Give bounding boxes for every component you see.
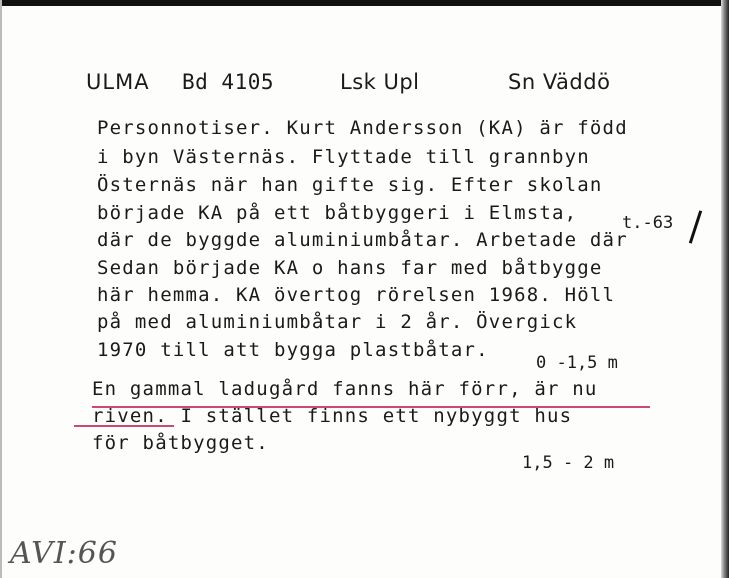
archive-id-handwritten: AVI:66: [10, 536, 118, 571]
text-line: Personnotiser. Kurt Andersson (KA) är född: [97, 117, 628, 139]
text-line: där de byggde aluminiumbåtar. Arbetade där: [97, 229, 628, 251]
text-line: Östernäs när han gifte sig. Efter skolan: [97, 174, 603, 196]
card-top-edge: [0, 0, 729, 6]
depth-note-1: 0 -1,5 m: [536, 353, 618, 373]
county-label: Lsk Upl: [340, 70, 420, 94]
record-number: Bd 4105: [182, 70, 275, 94]
text-line: började KA på ett båtbyggeri i Elmsta,: [97, 202, 578, 224]
card-right-edge: [721, 0, 729, 578]
text-line: 1970 till att bygga plastbåtar.: [97, 339, 489, 361]
text-line: i byn Västernäs. Flyttade till grannbyn: [97, 146, 590, 168]
text-line: här hemma. KA övertog rörelsen 1968. Höll: [97, 284, 616, 306]
handwritten-slash: [689, 210, 702, 243]
archive-place: ULMA: [86, 70, 150, 94]
text-line: Sedan började KA o hans far med båtbygge: [97, 257, 603, 279]
underline-rule: [92, 406, 650, 408]
card-header: [0, 70, 700, 100]
text-line: för båtbygget.: [92, 432, 269, 454]
text-line: En gammal ladugård fanns här förr, är nu: [92, 378, 598, 400]
depth-note-2: 1,5 - 2 m: [522, 453, 615, 473]
text-line: riven. I stället finns ett nybyggt hus: [92, 405, 573, 427]
text-line: på med aluminiumbåtar i 2 år. Övergick: [97, 311, 578, 333]
period-note: t.-63: [622, 213, 674, 233]
underline-rule: [74, 425, 174, 427]
parish-label: Sn Väddö: [508, 70, 611, 94]
